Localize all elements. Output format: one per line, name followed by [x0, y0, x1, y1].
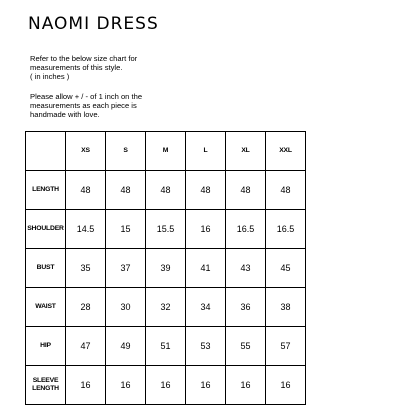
measurement-label: SHOULDER: [26, 210, 66, 249]
size-header: XXL: [266, 132, 306, 171]
table-header-row: [26, 132, 306, 171]
measurement-label: BUST: [26, 249, 66, 288]
table-row: [26, 288, 306, 327]
size-chart-intro: [30, 54, 230, 81]
measurement-value: 30: [106, 288, 146, 327]
measurement-value: 48: [186, 171, 226, 210]
tolerance-line: handmade with love.: [30, 110, 100, 119]
table-row: [26, 327, 306, 366]
table-row: [26, 171, 306, 210]
size-chart-table: [25, 131, 306, 405]
measurement-value: 37: [106, 249, 146, 288]
table-corner-cell: [26, 132, 66, 171]
measurement-value: 34: [186, 288, 226, 327]
table-row: [26, 210, 306, 249]
size-header: L: [186, 132, 226, 171]
measurement-label: [26, 366, 66, 405]
measurement-value: 16: [66, 366, 106, 405]
tolerance-line: Please allow + / - of 1 inch on the: [30, 92, 143, 101]
measurement-label: WAIST: [26, 288, 66, 327]
measurement-value: 16.5: [266, 210, 306, 249]
measurement-value: 16: [106, 366, 146, 405]
size-header: M: [146, 132, 186, 171]
measurement-value: 51: [146, 327, 186, 366]
measurement-value: 57: [266, 327, 306, 366]
measurement-value: 16: [186, 210, 226, 249]
measurement-value: 16.5: [226, 210, 266, 249]
table-row: [26, 249, 306, 288]
size-header: S: [106, 132, 146, 171]
measurement-value: 16: [146, 366, 186, 405]
measurement-value: 16: [186, 366, 226, 405]
measurement-value: 38: [266, 288, 306, 327]
measurement-value: 48: [146, 171, 186, 210]
measurement-value: 32: [146, 288, 186, 327]
measurement-value: 36: [226, 288, 266, 327]
measurement-value: 35: [66, 249, 106, 288]
measurement-value: 16: [266, 366, 306, 405]
measurement-value: 48: [66, 171, 106, 210]
tolerance-line: measurements as each piece is: [30, 101, 137, 110]
measurement-value: 14.5: [66, 210, 106, 249]
intro-line: ( in inches ): [30, 72, 70, 81]
measurement-value: 53: [186, 327, 226, 366]
measurement-value: 43: [226, 249, 266, 288]
measurement-value: 47: [66, 327, 106, 366]
measurement-label: HIP: [26, 327, 66, 366]
intro-line: measurements of this style.: [30, 63, 123, 72]
measurement-value: 16: [226, 366, 266, 405]
measurement-value: 55: [226, 327, 266, 366]
measurement-value: 45: [266, 249, 306, 288]
measurement-value: 28: [66, 288, 106, 327]
measurement-label-line: SLEEVE: [32, 377, 59, 384]
intro-line: Refer to the below size chart for: [30, 54, 138, 63]
measurement-value: 39: [146, 249, 186, 288]
size-header: XS: [66, 132, 106, 171]
measurement-value: 48: [266, 171, 306, 210]
measurement-value: 41: [186, 249, 226, 288]
measurement-label: LENGTH: [26, 171, 66, 210]
measurement-value: 48: [226, 171, 266, 210]
measurement-value: 15: [106, 210, 146, 249]
page-title: NAOMI DRESS: [28, 14, 159, 34]
measurement-value: 49: [106, 327, 146, 366]
size-header: XL: [226, 132, 266, 171]
measurement-value: 15.5: [146, 210, 186, 249]
measurement-label-line: LENGTH: [32, 385, 59, 392]
measurement-value: 48: [106, 171, 146, 210]
table-row: [26, 366, 306, 405]
tolerance-note: [30, 92, 230, 119]
